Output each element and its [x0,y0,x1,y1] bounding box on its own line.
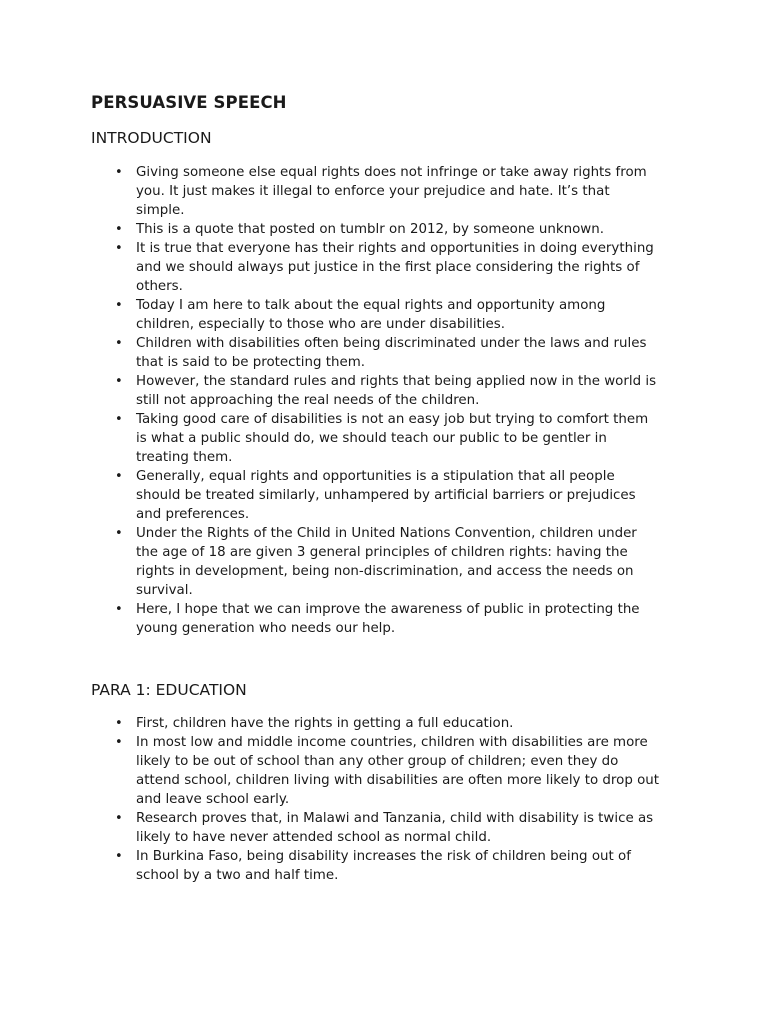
list-item-text: Research proves that, in Malawi and Tanzania, child with disability is twice as likely to have never attended school as normal child. [136,811,654,845]
bullet-icon: • [115,222,123,237]
bullet-icon: • [115,716,123,731]
bullet-icon: • [115,602,123,617]
list-item [0,372,676,410]
bullet-icon: • [115,336,123,351]
list-item-text: However, the standard rules and rights that being applied now in the world is still not approaching the real needs of the children. [136,374,657,408]
list-item [0,524,676,600]
list-item-text: It is true that everyone has their rights and opportunities in doing everything and we should always put justice in the first place considering the rights of others. [136,241,654,294]
list-item-text: Today I am here to talk about the equal rights and opportunity among children, especially to those who are under disabilities. [136,298,606,332]
bullet-icon: • [115,374,123,389]
list-item-text: Generally, equal rights and opportunities is a stipulation that all people should be treated similarly, unhampered by artificial barriers or prejudices and preferences. [136,469,636,522]
list-item-text: In most low and middle income countries, children with disabilities are more likely to be out of school than any other group of children; even they do attend school, children living with disabilities are often more likely to drop out and leave school early. [136,735,660,807]
list-item-text: This is a quote that posted on tumblr on 2012, by someone unknown. [136,222,604,237]
bullet-icon: • [115,735,123,750]
document-title: PERSUASIVE SPEECH [91,93,287,112]
bullet-icon: • [115,811,123,826]
list-item [0,600,676,638]
bullet-icon: • [115,412,123,427]
list-item-text: In Burkina Faso, being disability increases the risk of children being out of school by a two and half time. [136,849,631,883]
list-item-text: Children with disabilities often being discriminated under the laws and rules that is said to be protecting them. [136,336,647,370]
bullet-icon: • [115,526,123,541]
list-item [0,847,676,885]
bullet-icon: • [115,849,123,864]
education-bullet-list [0,714,676,885]
list-item [0,296,676,334]
list-item [0,334,676,372]
section-heading-para1-education: PARA 1: EDUCATION [91,681,247,699]
list-item [0,239,676,296]
section-heading-introduction: INTRODUCTION [91,129,212,147]
list-item-text: Taking good care of disabilities is not an easy job but trying to comfort them is what a public should do, we should teach our public to be gentler in treating them. [136,412,649,465]
introduction-bullet-list [0,163,676,638]
list-item-text: First, children have the rights in getting a full education. [136,716,514,731]
list-item [0,809,676,847]
bullet-icon: • [115,165,123,180]
list-item [0,467,676,524]
list-item-text: Giving someone else equal rights does not infringe or take away rights from you. It just makes it illegal to enforce your prejudice and hate. It’s that simple. [136,165,647,218]
list-item [0,163,676,220]
list-item-text: Here, I hope that we can improve the awareness of public in protecting the young generation who needs our help. [136,602,640,636]
bullet-icon: • [115,298,123,313]
bullet-icon: • [115,241,123,256]
list-item [0,714,676,733]
list-item [0,410,676,467]
list-item [0,220,676,239]
list-item [0,733,676,809]
list-item-text: Under the Rights of the Child in United Nations Convention, children under the age of 18 are given 3 general principles of children rights: having the rights in development, being non-discrimination, and access the needs on survival. [136,526,637,598]
bullet-icon: • [115,469,123,484]
